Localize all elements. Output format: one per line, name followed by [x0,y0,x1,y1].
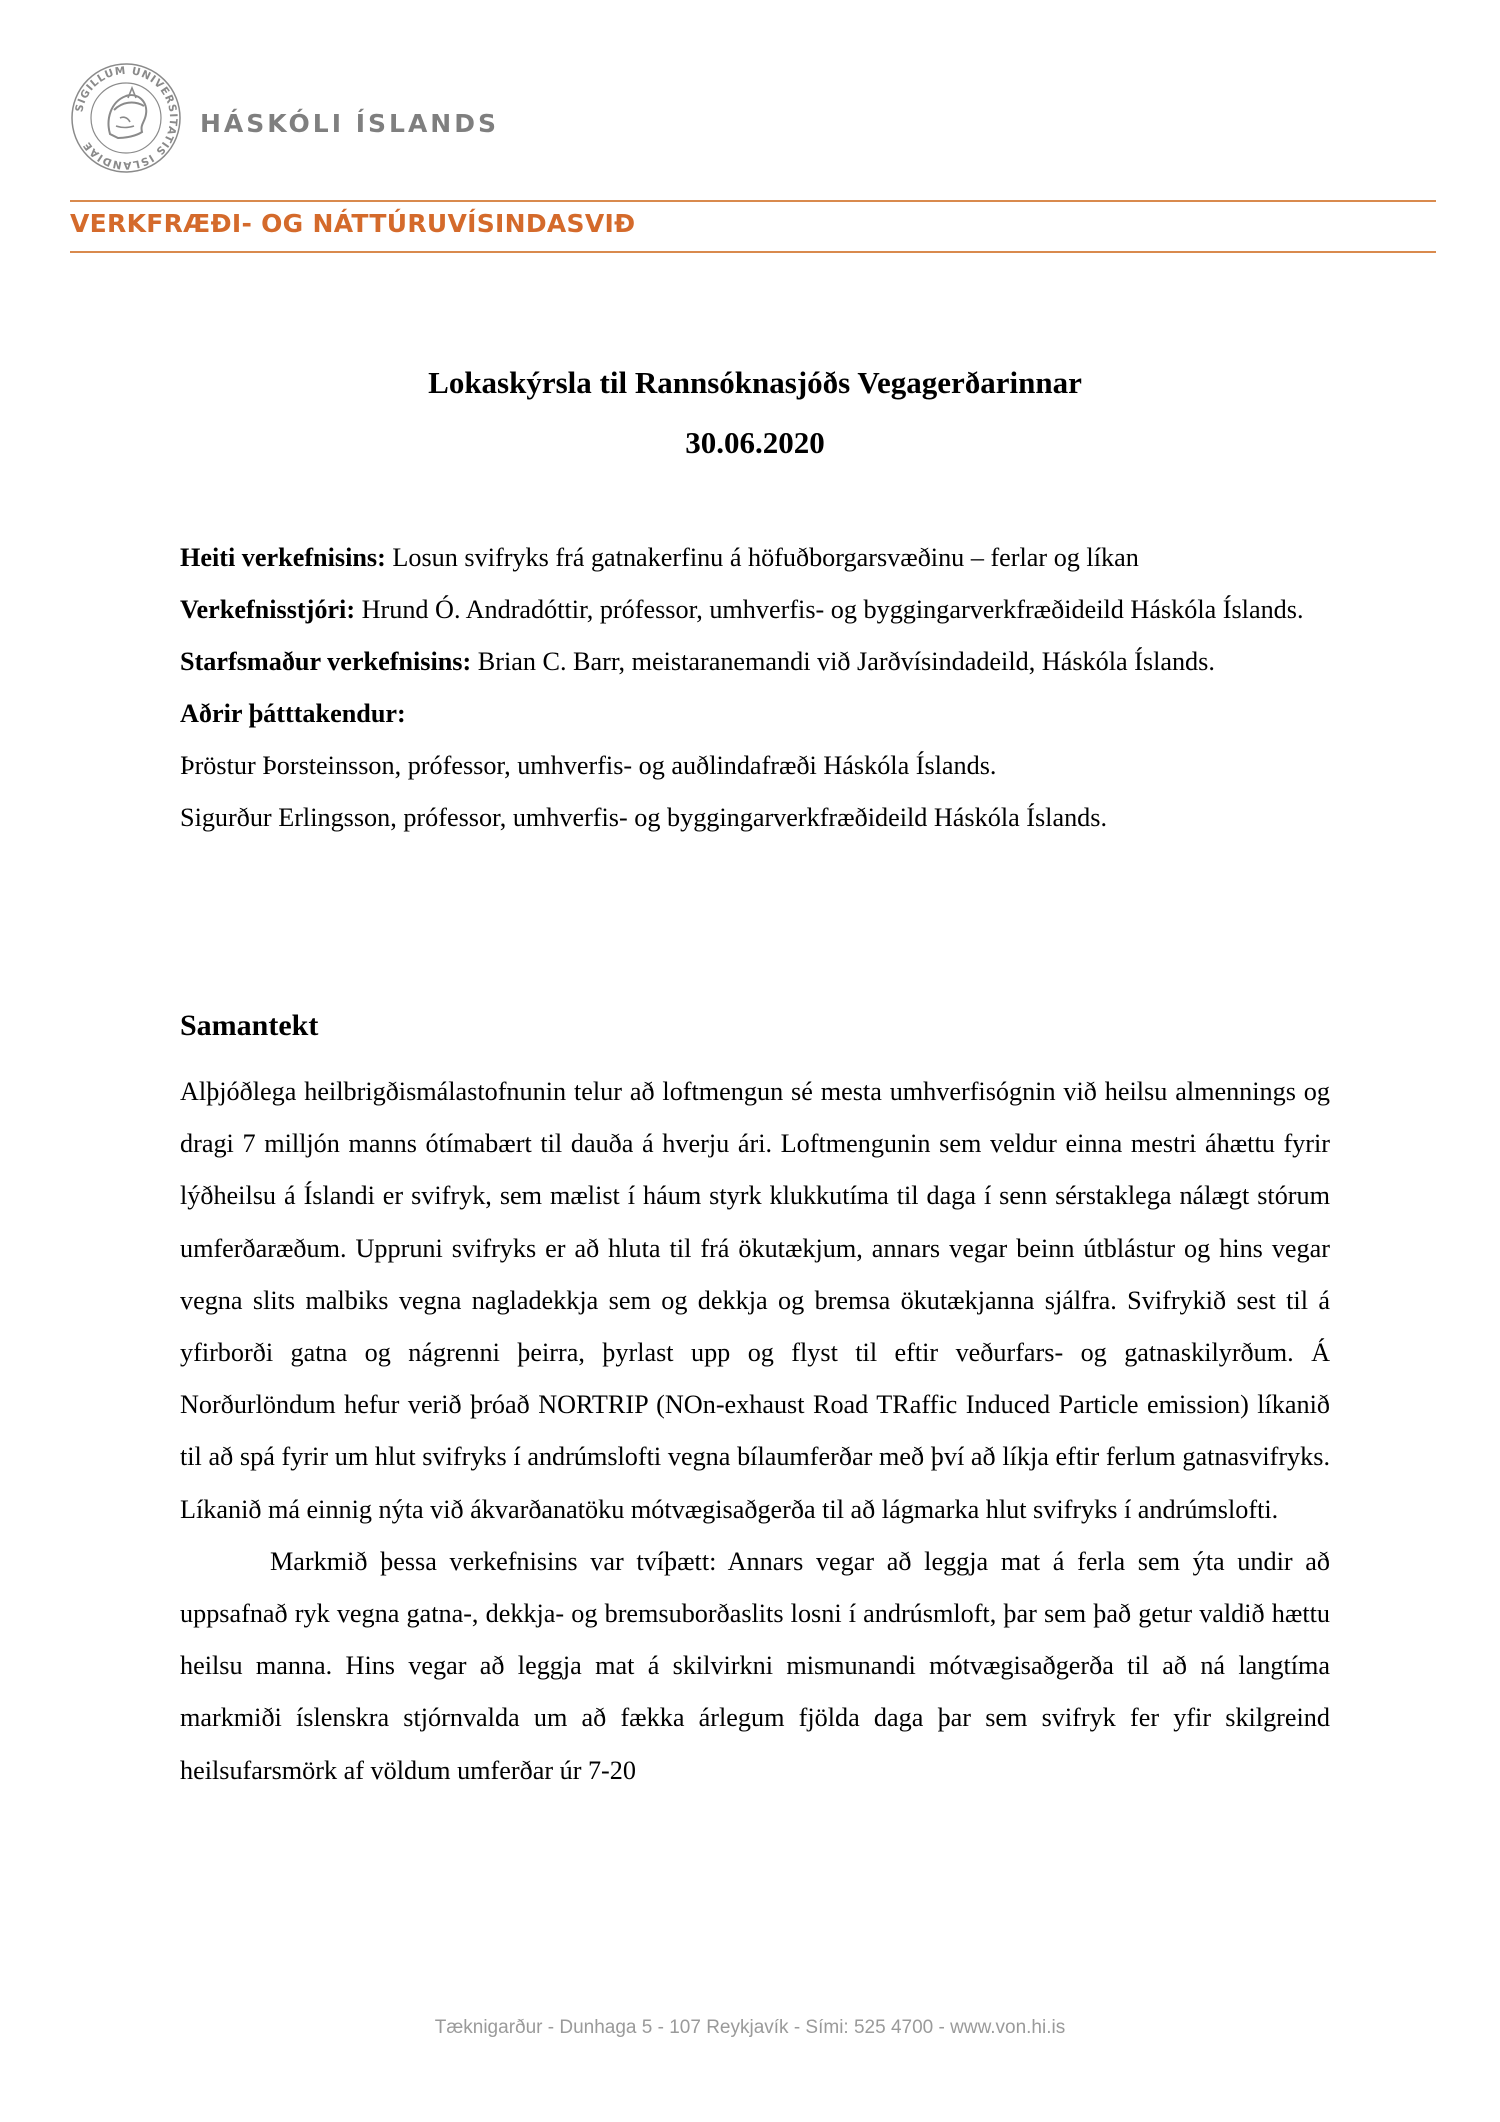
project-name-value: Losun svifryks frá gatnakerfinu á höfuðborgarsvæðinu – ferlar og líkan [392,543,1139,572]
university-seal-logo [70,62,182,174]
header-divider-bottom [70,251,1436,253]
summary-paragraph: Alþjóðlega heilbrigðismálastofnunin telur að loftmengun sé mesta umhverfisógnin við heilsu almennings og dragi 7 milljón manns ótímabært til dauða á hverju ári. Loftmengunin sem veldur einna mestri áhættu fyrir lýðheilsu á Íslandi er svifryk, sem mælist í háum styrk klukkutíma til daga í senn sérstaklega nálægt stórum umferðaræðum. Uppruni svifryks er að hluta til frá ökutækjum, annars vegar beinn útblástur og hins vegar vegna slits malbiks vegna nagladekkja sem og dekkja og bremsa ökutækjanna sjálfra. Svifrykið sest til á yfirborði gatna og nágrenni þeirra, þyrlast upp og flyst til eftir veðurfars- og gatnaskilyrðum. Á Norðurlöndum hefur verið þróað NORTRIP (NOn-exhaust Road TRaffic Induced Particle emission) líkanið til að spá fyrir um hlut svifryks í andrúmslofti vegna bílaumferðar með því að líkja eftir ferlum gatnasvifryks. Líkanið má einnig nýta við ákvarðanatöku mótvægisaðgerða til að lágmarka hlut svifryks í andrúmslofti. [180,1077,1330,1524]
summary-body [180,1066,1330,1797]
school-name: VERKFRÆÐI- OG NÁTTÚRUVÍSINDASVIÐ [70,209,636,238]
participants-label: Aðrir þátttakendur: [180,699,406,728]
project-staff-line [180,636,1330,688]
project-staff-value: Brian C. Barr, meistaranemandi við Jarðvísindadeild, Háskóla Íslands. [477,647,1215,676]
project-staff-label: Starfsmaður verkefnisins: [180,647,472,676]
report-date: 30.06.2020 [685,425,825,460]
project-manager-label: Verkefnisstjóri: [180,595,356,624]
project-metadata [180,532,1330,844]
summary-paragraph: Markmið þessa verkefnisins var tvíþætt: Annars vegar að leggja mat á ferla sem ýta undir að uppsafnað ryk vegna gatna-, dekkja- og bremsuborðaslits losni í andrúsmloft, þar sem það getur valdið hættu heilsu manna. Hins vegar að leggja mat á skilvirkni mismunandi mótvægisaðgerða til að ná langtíma markmiði íslenskra stjórnvalda um að fækka árlegum fjölda daga þar sem svifryk fer yfir skilgreind heilsufarsmörk af völdum umferðar úr 7-20 [180,1546,1330,1785]
page-footer: Tæknigarður - Dunhaga 5 - 107 Reykjavík - Sími: 525 4700 - www.von.hi.is [434,2017,1066,2038]
participants-line [180,688,1330,740]
summary-heading: Samantekt [180,1009,319,1042]
header-divider-top [70,200,1436,202]
project-manager-line [180,584,1330,636]
report-title: Lokaskýrsla til Rannsóknasjóðs Vegagerðarinnar [428,365,1082,400]
project-manager-value: Hrund Ó. Andradóttir, prófessor, umhverfis- og byggingarverkfræðideild Háskóla Íslands. [361,595,1304,624]
participant-item: Sigurður Erlingsson, prófessor, umhverfis- og byggingarverkfræðideild Háskóla Íslands. [180,803,1107,832]
svg-text:SIGILLUM UNIVERSITATIS ISLANDI: SIGILLUM UNIVERSITATIS ISLANDIAE [73,64,180,172]
project-name-label: Heiti verkefnisins: [180,543,386,572]
project-name-line [180,532,1330,584]
university-name: HÁSKÓLI ÍSLANDS [200,109,499,138]
participant-item: Þröstur Þorsteinsson, prófessor, umhverfis- og auðlindafræði Háskóla Íslands. [180,751,997,780]
